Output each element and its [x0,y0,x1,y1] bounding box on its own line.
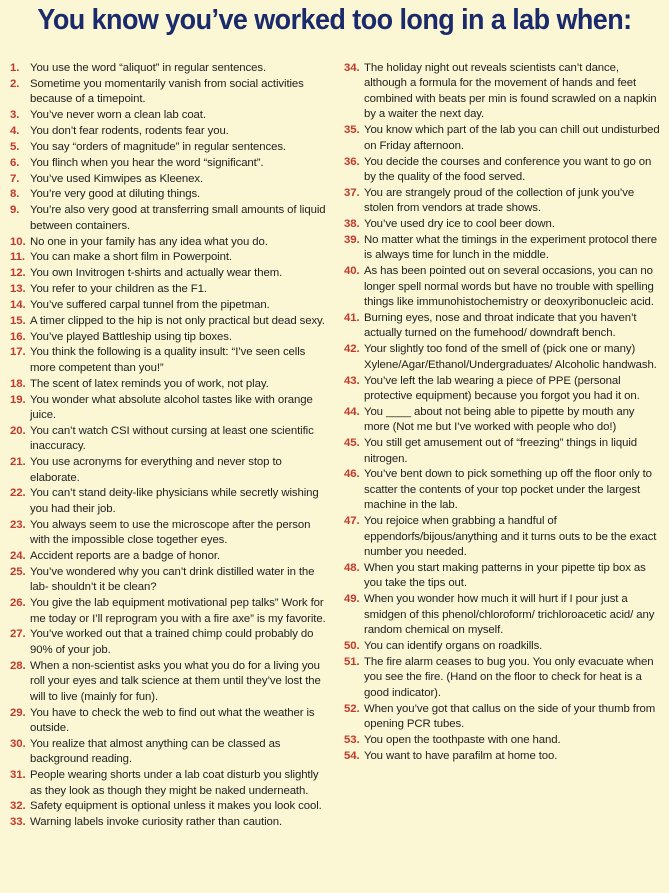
item-number: 34. [344,62,360,74]
item-number: 38. [344,218,360,231]
item-number: 36. [344,155,360,168]
list-item [344,655,660,701]
item-text: You say “orders of magnitude” in regular sentences. [30,140,286,153]
item-number: 2. [10,77,20,90]
list-item [10,768,330,799]
list-item [344,733,660,748]
item-text: You can identify organs on roadkills. [364,640,543,653]
item-text: Safety equipment is optional unless it makes you look cool. [30,800,322,813]
list-item [10,549,330,564]
item-number: 33. [10,816,26,829]
list-item [344,342,660,373]
item-number: 27. [10,628,26,641]
item-text: People wearing shorts under a lab coat disturb you slightly as they look as though they might be naked underneath. [30,769,319,797]
item-number: 25. [10,565,26,578]
list-item [10,298,330,313]
item-text: You’ve never worn a clean lab coat. [30,109,206,122]
list-item [10,737,330,768]
item-number: 52. [344,702,360,715]
item-number: 49. [344,593,360,606]
list-item [10,377,330,392]
item-text: You know which part of the lab you can chill out undisturbed on Friday afternoon. [364,124,660,152]
item-text: No matter what the timings in the experiment protocol there is always time for lunch in the middle. [364,233,657,262]
list-item [10,187,330,202]
item-text: Warning labels invoke curiosity rather than caution. [30,816,283,829]
item-text: You wonder what absolute alcohol tastes like with orange juice. [30,393,313,421]
item-text: You ____ about not being able to pipette by mouth any more (Not me but I’ve worked with people who do!) [364,405,635,434]
list-item [10,61,330,76]
item-text: You’ve used Kimwipes as Kleenex. [30,172,204,185]
item-text: When you wonder how much it will hurt if I pour just a smidgen of this phenol/chloroform/ trichloroacetic acid/ any random chemical on myself. [364,593,655,637]
item-number: 12. [10,267,26,280]
list-item [10,596,330,627]
item-number: 6. [10,156,20,169]
item-text: You think the following is a quality insult: “I’ve seen cells more competent than you!” [30,346,306,374]
list-item [344,217,660,232]
item-text: Accident reports are a badge of honor. [30,550,220,563]
list-item [10,172,330,187]
item-text: No one in your family has any idea what you do. [30,235,268,248]
item-text: You can’t watch CSI without cursing at least one scientific inaccuracy. [30,424,314,453]
item-number: 47. [344,515,360,528]
item-text: You’ve played Battleship using tip boxes. [30,330,232,343]
item-number: 51. [344,655,360,668]
item-number: 18. [10,377,26,390]
item-number: 20. [10,424,26,437]
list-item [344,61,660,123]
item-number: 22. [10,487,26,500]
list-item [10,156,330,171]
item-text: Sometime you momentarily vanish from social activities because of a timepoint. [30,77,304,106]
list-item [10,565,330,596]
list-item [10,455,330,486]
list-item [344,264,660,310]
list-item [344,233,660,264]
item-text: You’ve bent down to pick something up off the floor only to scatter the contents of your top pocket under the largest machine in the lab. [364,468,652,512]
list-item [10,77,330,108]
list-item [10,393,330,424]
item-text: You can’t stand deity-like physicians while secretly wishing you had their job. [30,487,319,515]
item-text: You use acronyms for everything and never stop to elaborate. [30,456,282,484]
list-item [344,702,660,733]
item-text: You give the lab equipment motivational pep talks” Work for me today or I’ll reprogram you with a fire axe” is my favorite. [30,597,326,625]
item-number: 35. [344,124,360,137]
item-text: You’ve worked out that a trained chimp could probably do 90% of your job. [30,628,314,656]
list-item [344,374,660,405]
item-number: 28. [10,659,26,672]
item-text: A timer clipped to the hip is not only practical but dead sexy. [30,314,325,327]
item-number: 26. [10,597,26,610]
list-item [344,467,660,513]
list-item [344,186,660,217]
list-item [10,330,330,345]
item-number: 24. [10,550,26,563]
item-text: You realize that almost anything can be classed as background reading. [30,737,281,766]
list-item [10,203,330,234]
item-text: The holiday night out reveals scientists can’t dance, although a formula for the movement of hands and feet combined with beats per min is found scrawled on a napkin by a waiter the next day. [364,62,657,121]
item-number: 48. [344,561,360,574]
item-text: When you start making patterns in your pipette tip box as you take the tips out. [364,561,646,590]
item-number: 40. [344,265,360,278]
list-item [10,266,330,281]
list-item [344,405,660,436]
list-item [10,108,330,123]
list-item [10,140,330,155]
list-item [10,250,330,265]
left-column [10,61,330,831]
item-text: The scent of latex reminds you of work, not play. [30,377,269,390]
item-text: You use the word “aliquot” in regular sentences. [30,62,267,74]
list-item [10,282,330,297]
item-number: 8. [10,188,20,201]
list-item [344,436,660,467]
item-number: 13. [10,283,26,296]
item-text: You don’t fear rodents, rodents fear you. [30,124,229,137]
list-item [344,592,660,638]
item-number: 9. [10,204,20,217]
item-number: 4. [10,124,20,137]
list-item [10,706,330,737]
item-number: 31. [10,769,26,782]
list-item [10,124,330,139]
item-text: You rejoice when grabbing a handful of eppendorfs/bijous/anything and it turns outs to be the exact number you needed. [364,515,657,559]
item-text: When a non-scientist asks you what you do for a living you roll your eyes and talk science at them until they’ve lost the will to live (mainly for fun). [30,659,321,703]
item-number: 41. [344,311,360,324]
item-text: You’ve suffered carpal tunnel from the pipetman. [30,298,270,311]
item-text: You refer to your children as the F1. [30,283,207,296]
right-column [344,61,660,765]
list-item [10,659,330,705]
item-text: You still get amusement out of “freezing” things in liquid nitrogen. [364,437,638,465]
list-item [344,639,660,654]
item-number: 42. [344,343,360,356]
item-number: 32. [10,800,26,813]
item-text: You always seem to use the microscope after the person with the impossible close together eyes. [30,518,311,547]
list-item [10,627,330,658]
item-text: You are strangely proud of the collection of junk you’ve stolen from vendors at trade shows. [364,186,635,215]
item-text: You’re very good at diluting things. [30,188,201,201]
item-text: Your slightly too fond of the smell of (pick one or many) Xylene/Agar/Ethanol/Undergraduates/ Alcoholic handwash. [364,343,657,371]
item-number: 11. [10,251,25,264]
list-item [10,518,330,549]
list-item [10,314,330,329]
list-item [10,424,330,455]
list-item [344,155,660,186]
list-item [344,749,660,764]
list-item [10,235,330,250]
item-text: You can make a short film in Powerpoint. [30,251,232,264]
item-number: 23. [10,518,26,531]
item-text: You’ve wondered why you can’t drink distilled water in the lab- shouldn’t it be clean? [30,565,315,594]
list-item [10,486,330,517]
item-text: You open the toothpaste with one hand. [364,733,561,746]
item-number: 46. [344,468,360,481]
item-text: You own Invitrogen t-shirts and actually wear them. [30,267,283,280]
item-number: 10. [10,235,26,248]
item-number: 29. [10,706,26,719]
list-item [10,799,330,814]
item-number: 54. [344,749,360,762]
item-text: You’re also very good at transferring small amounts of liquid between containers. [30,204,326,232]
item-text: Burning eyes, nose and throat indicate that you haven’t actually turned on the fumehood/ downdraft bench. [364,311,637,340]
list-item [10,345,330,376]
list-item [344,311,660,342]
list-item [10,815,330,830]
page-title: You know you’ve worked too long in a lab when: [37,4,632,36]
list-item [344,514,660,560]
item-number: 37. [344,186,360,199]
item-text: You’ve left the lab wearing a piece of PPE (personal protective equipment) because you forgot you had it on. [364,374,640,403]
item-number: 45. [344,437,360,450]
list-item [344,123,660,154]
item-text: You flinch when you hear the word “significant”. [30,156,264,169]
item-text: When you’ve got that callus on the side of your thumb from opening PCR tubes. [364,702,656,731]
item-number: 1. [10,62,20,74]
item-number: 15. [10,314,26,327]
item-number: 19. [10,393,26,406]
item-number: 39. [344,233,360,246]
item-text: You decide the courses and conference you want to go on by the quality of the food served. [364,155,652,183]
item-number: 21. [10,456,26,469]
item-text: You’ve used dry ice to cool beer down. [364,218,555,231]
item-number: 50. [344,640,360,653]
item-text: You want to have parafilm at home too. [364,749,558,762]
item-number: 43. [344,374,360,387]
item-number: 5. [10,140,20,153]
list-item [344,561,660,592]
item-number: 44. [344,405,360,418]
item-number: 30. [10,737,26,750]
item-text: The fire alarm ceases to bug you. You only evacuate when you see the fire. (Hand on the floor to check for heat is a good indicator). [364,655,654,699]
item-number: 7. [10,172,20,185]
item-text: As has been pointed out on several occasions, you can no longer spell normal words but have no trouble with spelling things like immunohistochemistry or deoxyribonucleic acid. [364,265,654,309]
item-number: 16. [10,330,26,343]
item-number: 3. [10,109,20,122]
item-number: 17. [10,346,26,359]
item-text: You have to check the web to find out what the weather is outside. [30,706,315,734]
item-number: 14. [10,298,26,311]
item-number: 53. [344,733,360,746]
